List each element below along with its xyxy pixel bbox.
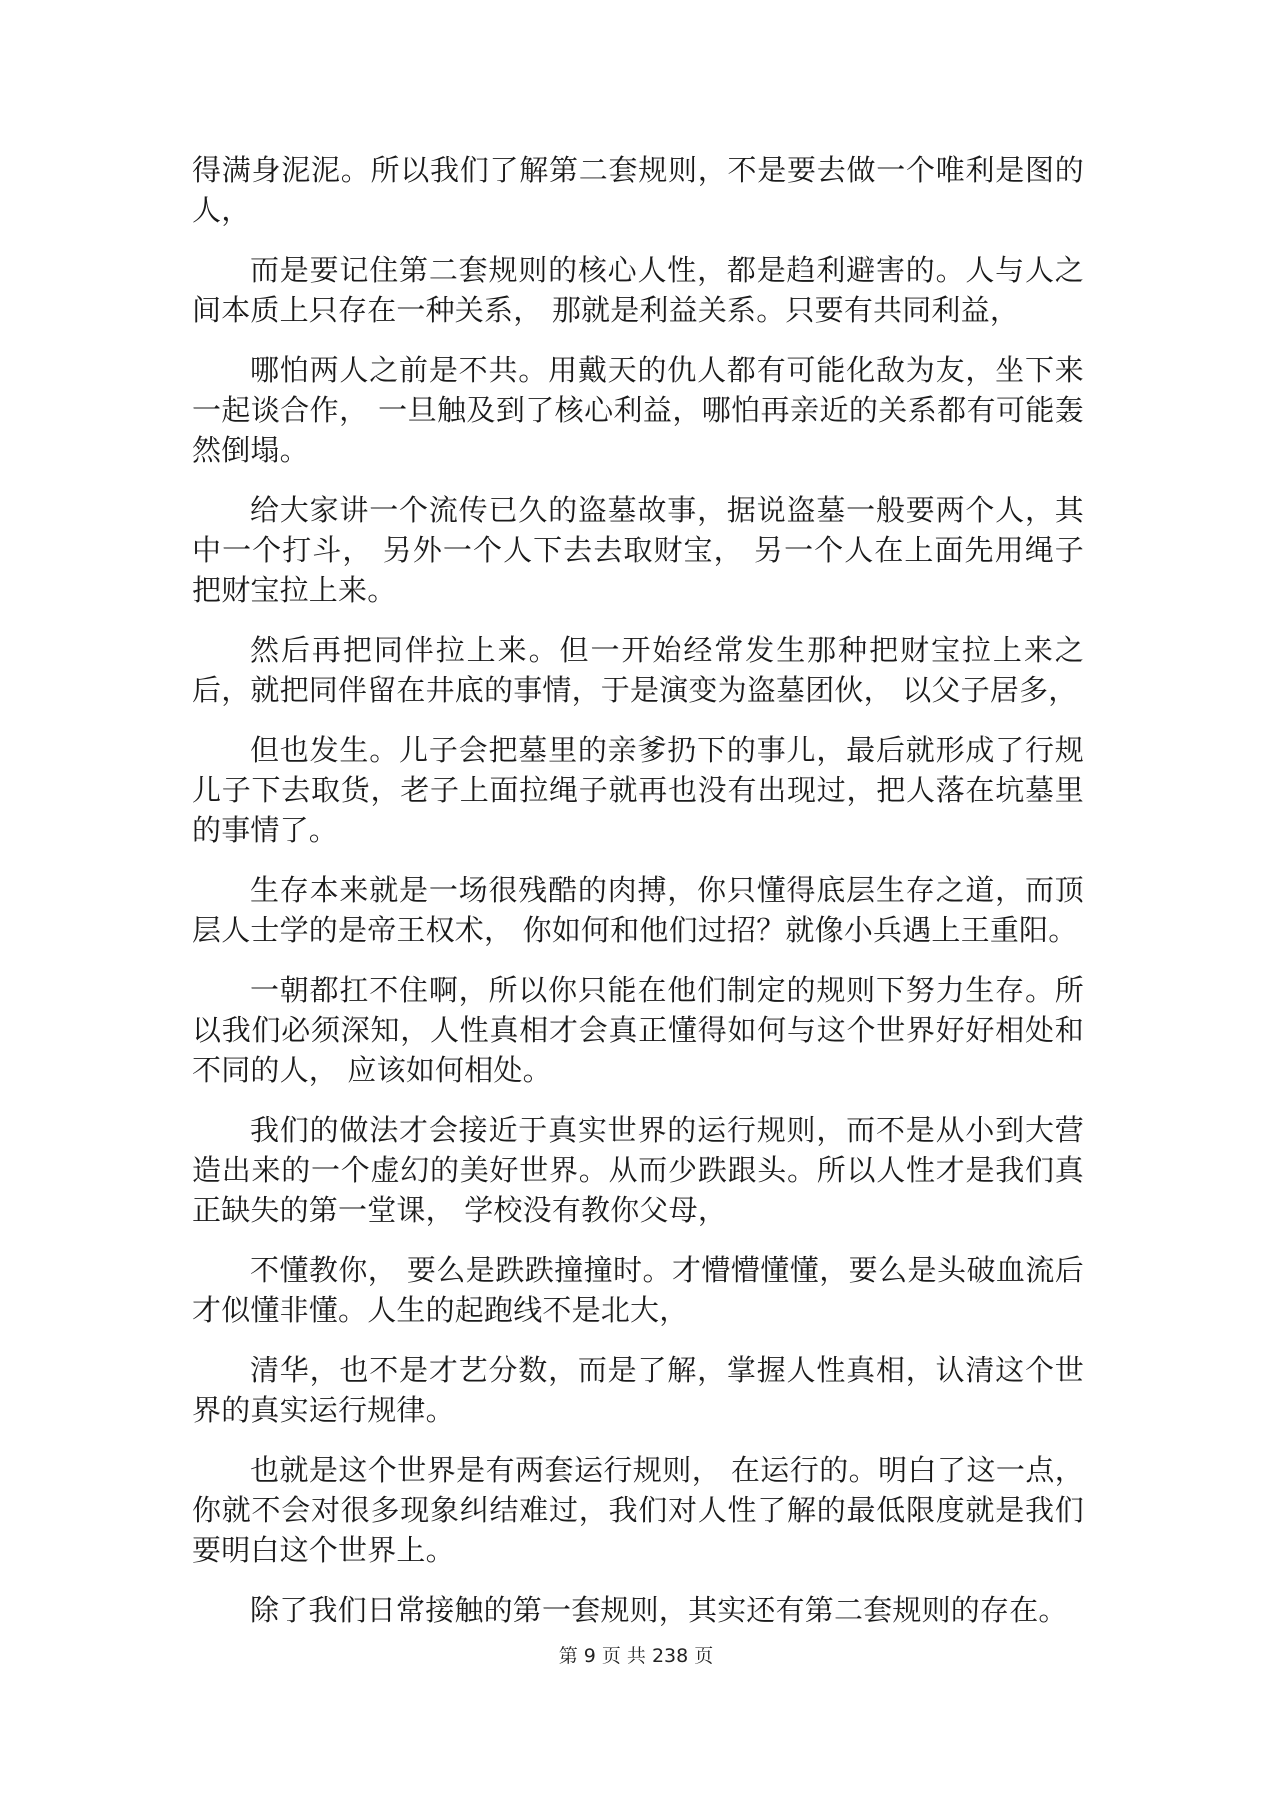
paragraph: 得满身泥泥。所以我们了解第二套规则，不是要去做一个唯利是图的人， [192,153,1084,227]
paragraph: 然后再把同伴拉上来。但一开始经常发生那种把财宝拉上来之后，就把同伴留在井底的事情，于是演变为盗墓团伙， 以父子居多， [192,633,1084,707]
paragraph: 而是要记住第二套规则的核心人性，都是趋利避害的。人与人之间本质上只存在一种关系， 那就是利益关系。只要有共同利益， [192,253,1084,327]
body-text [192,150,1084,1650]
paragraph: 生存本来就是一场很残酷的肉搏，你只懂得底层生存之道，而顶层人士学的是帝王权术， 你如何和他们过招？就像小兵遇上王重阳。 [192,873,1084,947]
paragraph: 不懂教你， 要么是跌跌撞撞时。才懵懵懂懂，要么是头破血流后才似懂非懂。人生的起跑线不是北大， [192,1253,1084,1327]
paragraph: 清华，也不是才艺分数，而是了解，掌握人性真相，认清这个世界的真实运行规律。 [192,1353,1084,1427]
paragraph: 哪怕两人之前是不共。用戴天的仇人都有可能化敌为友，坐下来一起谈合作， 一旦触及到了核心利益，哪怕再亲近的关系都有可能轰然倒塌。 [192,353,1084,467]
paragraph: 给大家讲一个流传已久的盗墓故事，据说盗墓一般要两个人，其中一个打斗， 另外一个人下去去取财宝， 另一个人在上面先用绳子把财宝拉上来。 [192,493,1084,607]
page-number-footer: 第 9 页 共 238 页 [558,1645,714,1667]
paragraph: 但也发生。儿子会把墓里的亲爹扔下的事儿，最后就形成了行规儿子下去取货，老子上面拉绳子就再也没有出现过，把人落在坑墓里的事情了。 [192,733,1084,847]
paragraph: 一朝都扛不住啊，所以你只能在他们制定的规则下努力生存。所以我们必须深知，人性真相才会真正懂得如何与这个世界好好相处和不同的人， 应该如何相处。 [192,973,1084,1087]
paragraph: 除了我们日常接触的第一套规则，其实还有第二套规则的存在。 [250,1593,1068,1627]
paragraph: 也就是这个世界是有两套运行规则， 在运行的。明白了这一点，你就不会对很多现象纠结难过，我们对人性了解的最低限度就是我们要明白这个世界上。 [192,1453,1084,1567]
paragraph: 我们的做法才会接近于真实世界的运行规则，而不是从小到大营造出来的一个虚幻的美好世界。从而少跌跟头。所以人性才是我们真正缺失的第一堂课， 学校没有教你父母， [192,1113,1084,1227]
